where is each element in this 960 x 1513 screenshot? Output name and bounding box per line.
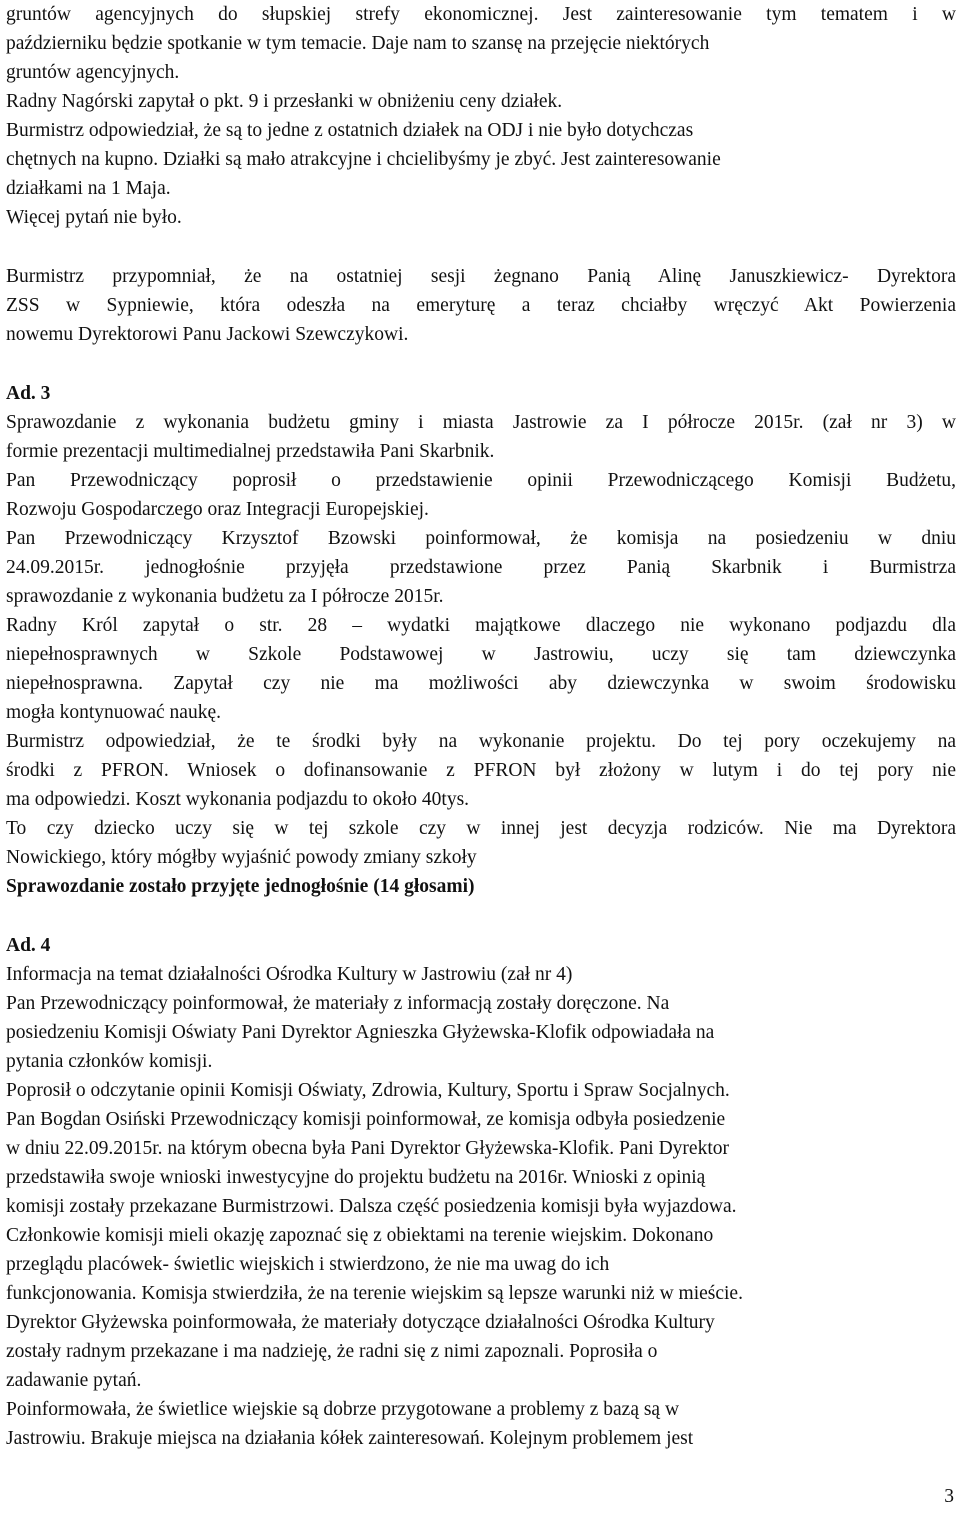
text-line: Burmistrz odpowiedział, że są to jedne z ostatnich działek na ODJ i nie było dotychczas xyxy=(6,120,694,141)
text-line: gruntów agencyjnych do słupskiej strefy ekonomicznej. Jest zainteresowanie tym tematem i w xyxy=(6,4,956,25)
spacer xyxy=(6,232,956,262)
text-line: funkcjonowania. Komisja stwierdziła, że na terenie wiejskim są lepsze warunki niż w mieście. xyxy=(6,1283,743,1304)
text-line: Pan Przewodniczący poprosił o przedstawienie opinii Przewodniczącego Komisji Budżetu, xyxy=(6,470,956,491)
text-line: przedstawiła swoje wnioski inwestycyjne do projektu budżetu na 2016r. Wnioski z opinią xyxy=(6,1167,706,1188)
text-line: Poprosił o odczytanie opinii Komisji Oświaty, Zdrowia, Kultury, Sportu i Spraw Socjalnych. xyxy=(6,1080,730,1101)
text-line: w dniu 22.09.2015r. na którym obecna była Pani Dyrektor Głyżewska-Klofik. Pani Dyrektor xyxy=(6,1138,729,1159)
text-line: ZSS w Sypniewie, która odeszła na emeryturę a teraz chciałby wręczyć Akt Powierzenia xyxy=(6,295,956,316)
section-ad4 xyxy=(6,931,956,1453)
section-heading: Ad. 4 xyxy=(6,935,51,956)
result-statement: Sprawozdanie zostało przyjęte jednogłośnie (14 głosami) xyxy=(6,876,475,897)
text-line: Pan Przewodniczący poinformował, że materiały z informacją zostały doręczone. Na xyxy=(6,993,670,1014)
text-line: zadawanie pytań. xyxy=(6,1370,142,1391)
text-line: Pan Bogdan Osiński Przewodniczący komisji poinformował, ze komisja odbyła posiedzenie xyxy=(6,1109,726,1130)
text-line: Pan Przewodniczący Krzysztof Bzowski poinformował, że komisja na posiedzeniu w dniu xyxy=(6,528,956,549)
text-line: przeglądu placówek- świetlic wiejskich i stwierdzono, że nie ma uwag do ich xyxy=(6,1254,610,1275)
text-line: pytania członków komisji. xyxy=(6,1051,213,1072)
paragraph-block-2 xyxy=(6,262,956,349)
section-ad3 xyxy=(6,379,956,901)
text-line: Członkowie komisji mieli okazję zapoznać się z obiektami na terenie wiejskim. Dokonano xyxy=(6,1225,714,1246)
text-line: 24.09.2015r. jednogłośnie przyjęła przedstawione przez Panią Skarbnik i Burmistrza xyxy=(6,557,956,578)
text-line: niepełnosprawna. Zapytał czy nie ma możliwości aby dziewczynka w swoim środowisku xyxy=(6,673,956,694)
text-line: niepełnosprawnych w Szkole Podstawowej w Jastrowiu, uczy się tam dziewczynka xyxy=(6,644,956,665)
text-line: sprawozdanie z wykonania budżetu za I półrocze 2015r. xyxy=(6,586,444,607)
text-line: gruntów agencyjnych. xyxy=(6,62,180,83)
text-line: formie prezentacji multimedialnej przedstawiła Pani Skarbnik. xyxy=(6,441,495,462)
text-line: Jastrowiu. Brakuje miejsca na działania kółek zainteresowań. Kolejnym problemem jest xyxy=(6,1428,694,1449)
text-line: posiedzeniu Komisji Oświaty Pani Dyrektor Agnieszka Głyżewska-Klofik odpowiadała na xyxy=(6,1022,715,1043)
text-line: Sprawozdanie z wykonania budżetu gminy i miasta Jastrowie za I półrocze 2015r. (zał nr 3) w xyxy=(6,412,956,433)
document-page xyxy=(6,0,956,1453)
section-heading: Ad. 3 xyxy=(6,383,51,404)
text-line: zostały radnym przekazane i ma nadzieję, że radni się z nimi zapoznali. Poprosiła o xyxy=(6,1341,658,1362)
text-line: Nowickiego, który mógłby wyjaśnić powody zmiany szkoły xyxy=(6,847,477,868)
paragraph-block-1 xyxy=(6,0,956,232)
text-line: Rozwoju Gospodarczego oraz Integracji Europejskiej. xyxy=(6,499,429,520)
text-line: Burmistrz przypomniał, że na ostatniej sesji żegnano Panią Alinę Januszkiewicz- Dyrektora xyxy=(6,266,956,287)
text-line: Informacja na temat działalności Ośrodka Kultury w Jastrowiu (zał nr 4) xyxy=(6,964,573,985)
spacer xyxy=(6,349,956,379)
text-line: mogła kontynuować naukę. xyxy=(6,702,221,723)
text-line: chętnych na kupno. Działki są mało atrakcyjne i chcielibyśmy je zbyć. Jest zainteresowanie xyxy=(6,149,721,170)
text-line: Burmistrz odpowiedział, że te środki były na wykonanie projektu. Do tej pory oczekujemy na xyxy=(6,731,956,752)
spacer xyxy=(6,901,956,931)
text-line: nowemu Dyrektorowi Panu Jackowi Szewczykowi. xyxy=(6,324,409,345)
text-line: komisji zostały przekazane Burmistrzowi. Dalsza część posiedzenia komisji była wyjazdowa. xyxy=(6,1196,737,1217)
text-line: środki z PFRON. Wniosek o dofinansowanie z PFRON był złożony w lutym i do tej pory nie xyxy=(6,760,956,781)
text-line: To czy dziecko uczy się w tej szkole czy w innej jest decyzja rodziców. Nie ma Dyrektora xyxy=(6,818,956,839)
text-line: Radny Król zapytał o str. 28 – wydatki majątkowe dlaczego nie wykonano podjazdu dla xyxy=(6,615,956,636)
text-line: Radny Nagórski zapytał o pkt. 9 i przesłanki w obniżeniu ceny działek. xyxy=(6,91,563,112)
text-line: ma odpowiedzi. Koszt wykonania podjazdu to około 40tys. xyxy=(6,789,470,810)
text-line: Więcej pytań nie było. xyxy=(6,207,182,228)
text-line: Poinformowała, że świetlice wiejskie są dobrze przygotowane a problemy z bazą są w xyxy=(6,1399,680,1420)
page-number: 3 xyxy=(944,1486,954,1507)
text-line: październiku będzie spotkanie w tym temacie. Daje nam to szansę na przejęcie niektórych xyxy=(6,33,710,54)
text-line: Dyrektor Głyżewska poinformowała, że materiały dotyczące działalności Ośrodka Kultury xyxy=(6,1312,715,1333)
text-line: działkami na 1 Maja. xyxy=(6,178,171,199)
